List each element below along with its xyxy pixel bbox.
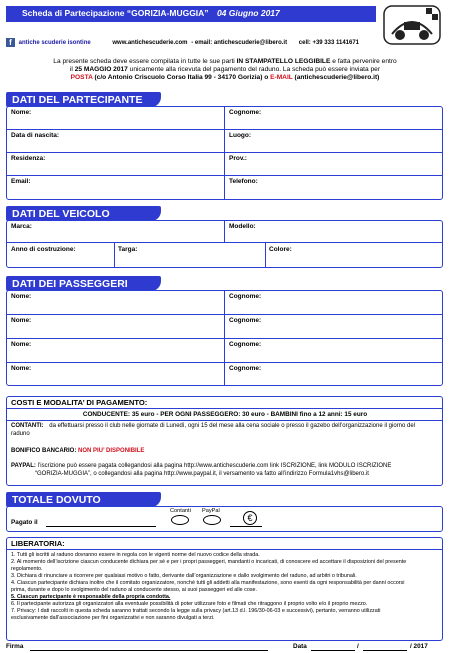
facebook-icon: f [6,38,15,47]
liberatoria-items [11,552,439,622]
contact-line: f antiche scuderie isontine www.antichescuderie.com - email: antichescuderie@libero.it cell: +39 333 1141671 [6,38,359,47]
costi-title: COSTI E MODALITA’ DI PAGAMENTO: [11,398,148,407]
liberatoria-item: regolamento. [11,566,43,572]
euro-icon: € [243,511,257,525]
field-residenza[interactable]: Residenza: [11,155,46,162]
data-label: Data [293,643,307,650]
passenger-3-nome[interactable]: Nome: [11,341,32,348]
email-label: email: [194,40,213,47]
data-day-line[interactable] [311,650,355,651]
costi-paypal: PAYPAL: l’iscrizione può essere pagata collegandosi alla pagina http://www.antichescuderie.com link ISCRIZIONE, link MODULO ISCRIZIONE “GORIZIA-MUGGIA”, o collegandosi alla pagina http://www.paypal.it, il versamento va fatto all’indirizzo Formula1vhs@libero.it [11,463,392,477]
liberatoria-item: prima, durante e dopo lo svolgimento del raduno al conducente stesso, ai suoi passeggeri ed alle cose. [11,587,258,593]
passenger-1-cognome[interactable]: Cognome: [229,293,262,300]
email-link[interactable]: antichescuderie@libero.it [213,40,288,47]
totale-amount-line[interactable] [230,526,262,527]
field-anno[interactable]: Anno di costruzione: [11,246,76,253]
costi-bonifico: BONIFICO BANCARIO: NON PIU’ DISPONIBILE [11,448,145,454]
data-month-line[interactable] [363,650,407,651]
liberatoria-item: 4. Ciascun partecipante dichiara inoltre che il comitato organizzatore, nonché tutti gli addetti alla manifestazione, sono esenti da ogni responsabilità per danni occorsi [11,580,405,586]
costi-conducente: CONDUCENTE: 35 euro - PER OGNI PASSEGGERO: 30 euro - BAMBINI fino a 12 anni: 15 euro [82,411,368,418]
liberatoria-item: esclusivamente dall’associazione per fini organizzativi e non saranno divulgati a terzi. [11,615,215,621]
field-nome[interactable]: Nome: [11,109,32,116]
field-data-nascita[interactable]: Data di nascita: [11,132,60,139]
header-date: 04 Giugno 2017 [216,8,280,18]
liberatoria-item: 6. Il partecipante autorizza gli organizzatori alla eventuale possibilità di poter utilizzare foto e filmati che ritraggono il proprio volto e/o il proprio mezzo. [11,601,368,607]
liberatoria-title: LIBERATORIA: [11,539,65,548]
header-title-text: Scheda di Partecipazione “GORIZIA-MUGGIA” [22,8,209,18]
field-colore[interactable]: Colore: [269,246,292,253]
header-title [22,8,280,18]
cell-label: cell: [298,40,311,47]
passenger-2-nome[interactable]: Nome: [11,317,32,324]
pagato-label: Pagato il [11,519,38,526]
paypal-label: PayPal [202,508,220,514]
club-logo [378,2,446,48]
firma-label: Firma [6,643,24,650]
field-marca[interactable]: Marca: [11,223,32,230]
field-prov[interactable]: Prov.: [229,155,247,162]
liberatoria-item: 2. Al momento dell’iscrizione ciascun conducente dichiara per sé e per i propri passeggeri, mandanti o incaricati, di conoscere ed accettare il disposizioni del presente [11,559,407,565]
field-luogo[interactable]: Luogo: [229,132,252,139]
date-separator: / [357,643,359,650]
contanti-checkbox[interactable] [171,515,189,525]
field-targa[interactable]: Targa: [118,246,138,253]
field-cognome[interactable]: Cognome: [229,109,262,116]
field-telefono[interactable]: Telefono: [229,178,258,185]
field-modello[interactable]: Modello: [229,223,256,230]
liberatoria-item: 5. Ciascun partecipante è responsabile della propria condotta. [11,594,171,600]
intro-text: La presente scheda deve essere compilata in tutte le sue parti IN STAMPATELLO LEGGIBILE e fatta pervenire entro il 25 MAGGIO 2017 unicamente alla ricevuta del pagamento del raduno. La scheda può essere inviata per POSTA (c/o Antonio Criscuolo Corso Italia 99 - 34170 Gorizia) o E-MAIL (antichescuderie@libero.it) [53,58,397,82]
field-email[interactable]: Email: [11,178,31,185]
website-link[interactable]: www.antichescuderie.com [112,40,188,47]
passenger-1-nome[interactable]: Nome: [11,293,32,300]
paypal-checkbox[interactable] [203,515,221,525]
liberatoria-item: 3. Dichiara di rinunciare a ricorrere per qualsiasi motivo o fatto, derivante dall’organizzazione e dallo svolgimento del raduno, ad arbitri o tribunali. [11,573,357,579]
pagato-input-line[interactable] [46,526,156,527]
firma-line[interactable] [30,650,268,651]
date-year: / 2017 [410,643,428,650]
liberatoria-item: 1. Tutti gli iscritti al raduno dovranno essere in regola con le vigenti norme del nuovo codice della strada. [11,552,260,558]
contanti-label: Contanti [170,508,191,514]
passenger-3-cognome[interactable]: Cognome: [229,341,262,348]
section-title-totale: TOTALE DOVUTO [6,492,161,507]
liberatoria-item: 7. Privacy: I dati raccolti in questa scheda saranno trattati secondo la legge sulla privacy (art.13 d.l. 196/30-06-03 e successivi), pertanto, verranno utilizzati [11,608,381,614]
passenger-4-nome[interactable]: Nome: [11,365,32,372]
passenger-4-cognome[interactable]: Cognome: [229,365,262,372]
facebook-name[interactable]: antiche scuderie isontine [18,40,91,47]
cell-number: +39 333 1141671 [312,40,360,47]
totale-box [6,506,443,532]
section-title-partecipante: DATI DEL PARTECIPANTE [6,92,161,107]
section-title-veicolo: DATI DEL VEICOLO [6,206,161,221]
passenger-2-cognome[interactable]: Cognome: [229,317,262,324]
section-title-passeggeri: DATI DEI PASSEGGERI [6,276,161,291]
costi-contanti: CONTANTI: da effettuarsi presso il club nelle giornate di Lunedì, ogni 15 del mese alla cena sociale o presso il gazebo dell’organizzazione il giorno del raduno [11,423,416,437]
